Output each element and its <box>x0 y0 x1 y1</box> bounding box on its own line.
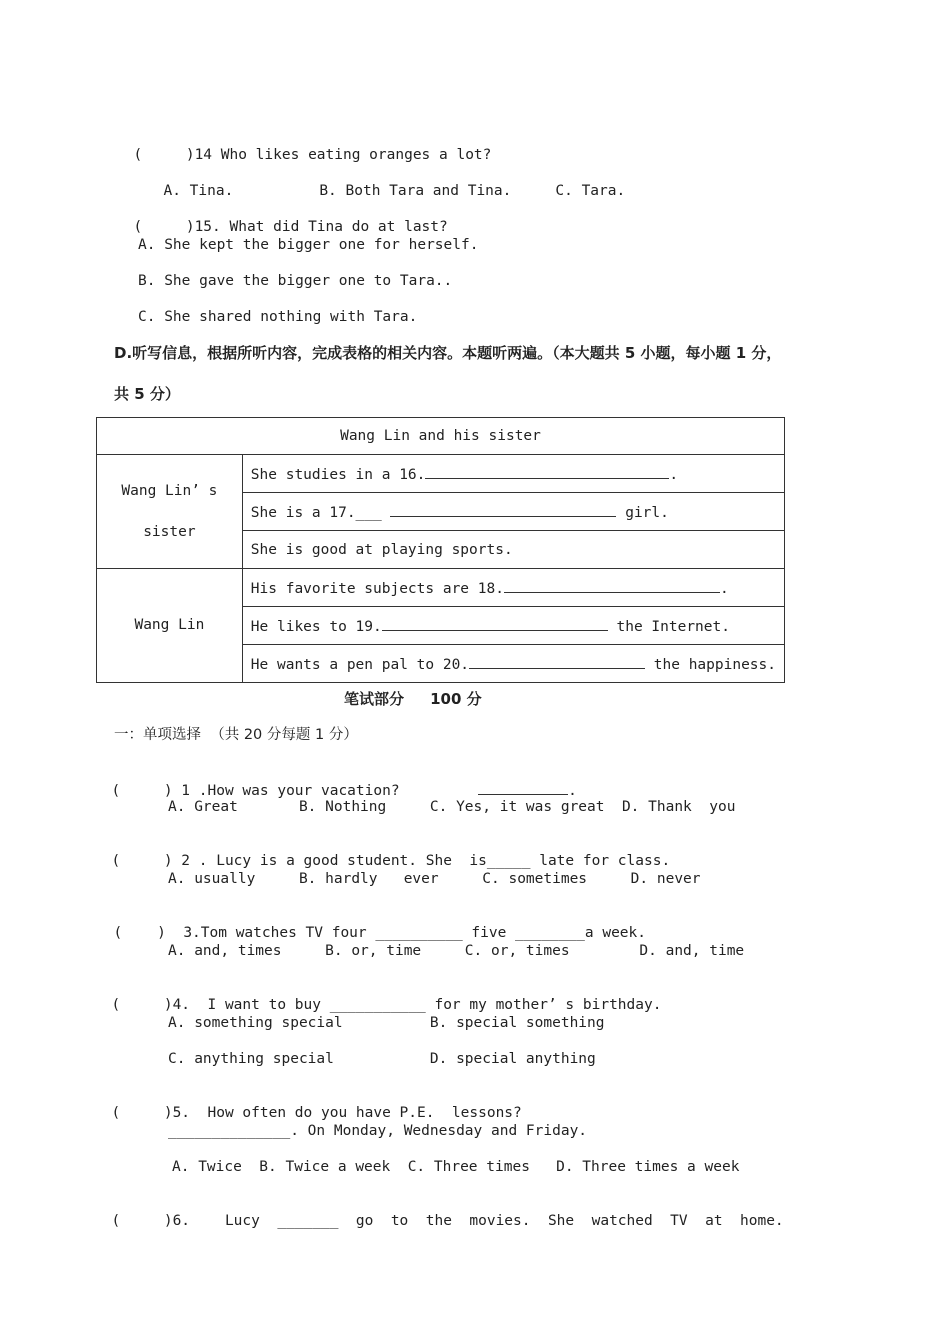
table-row: He likes to 19. the Internet. <box>242 607 784 645</box>
q14-stem <box>116 128 491 164</box>
written-part-header: 笔试部分 100 分 <box>344 690 482 708</box>
question-5 <box>94 1086 522 1122</box>
question-text: 15. What did Tina do at last? <box>194 219 448 235</box>
table-row: His favorite subjects are 18. . <box>242 569 784 607</box>
option-a: A. Tina. <box>163 183 234 199</box>
question-1-options: A. Great B. Nothing C. Yes, it was great D. Thank you <box>168 799 736 815</box>
question-text: 2 . Lucy is a good student. She is_____ late for class. <box>172 853 671 869</box>
answer-blank-20[interactable] <box>469 654 645 669</box>
answer-paren: ( ) <box>111 1213 173 1229</box>
question-text: 6. Lucy _______ go to the movies. She watched TV at home. <box>172 1213 784 1229</box>
table-row: She is good at playing sports. <box>242 531 784 569</box>
table-title: Wang Lin and his sister <box>97 418 785 455</box>
question-5-answer-line: ______________. On Monday, Wednesday and Friday. <box>168 1123 588 1139</box>
question-2 <box>94 834 670 870</box>
answer-paren: ( ) <box>133 219 195 235</box>
section-d-instruction-cont: 共 5 分） <box>114 385 180 403</box>
table-row: She is a 17.___ girl. <box>242 493 784 531</box>
answer-blank[interactable] <box>478 780 568 795</box>
question-text: 3.Tom watches TV four __________ five ________a week. <box>165 925 646 941</box>
question-4-options-1: A. something special B. special something <box>168 1015 605 1031</box>
question-5-options: A. Twice B. Twice a week C. Three times D. Three times a week <box>172 1159 740 1175</box>
q15-option-c: C. She shared nothing with Tara. <box>138 309 418 325</box>
question-3-options: A. and, times B. or, time C. or, times D. and, time <box>168 943 745 959</box>
part1-title: 一：单项选择 （共 20 分每题 1 分） <box>114 727 358 743</box>
info-table <box>96 417 785 683</box>
question-1: ( ) 1 .How was your vacation? . <box>94 762 577 800</box>
q15-option-a: A. She kept the bigger one for herself. <box>138 237 479 253</box>
question-4-options-2: C. anything special D. special anything <box>168 1051 596 1067</box>
answer-blank-17[interactable] <box>390 502 616 517</box>
answer-paren: ( ) <box>113 925 166 941</box>
question-2-options: A. usually B. hardly ever C. sometimes D. never <box>168 871 701 887</box>
answer-paren: ( ) <box>111 997 173 1013</box>
wanglin-label: Wang Lin <box>97 569 243 683</box>
answer-paren: ( ) <box>111 853 173 869</box>
question-text: 5. How often do you have P.E. lessons? <box>172 1105 522 1121</box>
answer-blank-19[interactable] <box>382 616 608 631</box>
q15-option-b: B. She gave the bigger one to Tara.. <box>138 273 453 289</box>
question-text: 4. I want to buy ___________ for my mother’ s birthday. <box>172 997 662 1013</box>
q14-options <box>146 164 625 200</box>
section-d-instruction: D.听写信息，根据所听内容，完成表格的相关内容。本题听两遍。（本大题共 5 小题，每小题 1 分， <box>114 344 782 362</box>
sister-label: Wang Lin’ s sister <box>97 455 243 569</box>
question-text: 1 .How was your vacation? <box>172 783 479 799</box>
answer-paren: ( ) <box>111 783 173 799</box>
answer-blank-18[interactable] <box>504 578 720 593</box>
answer-paren: ( ) <box>133 147 195 163</box>
table-row: She studies in a 16. . <box>242 455 784 493</box>
question-text: 14 Who likes eating oranges a lot? <box>194 147 492 163</box>
question-4 <box>94 978 661 1014</box>
answer-paren: ( ) <box>111 1105 173 1121</box>
question-6 <box>94 1194 784 1230</box>
answer-blank-16[interactable] <box>425 464 669 479</box>
q15-stem <box>116 200 448 236</box>
table-row: He wants a pen pal to 20. the happiness. <box>242 645 784 683</box>
option-b: B. Both Tara and Tina. <box>319 183 512 199</box>
option-c: C. Tara. <box>555 183 626 199</box>
question-3 <box>96 906 646 942</box>
